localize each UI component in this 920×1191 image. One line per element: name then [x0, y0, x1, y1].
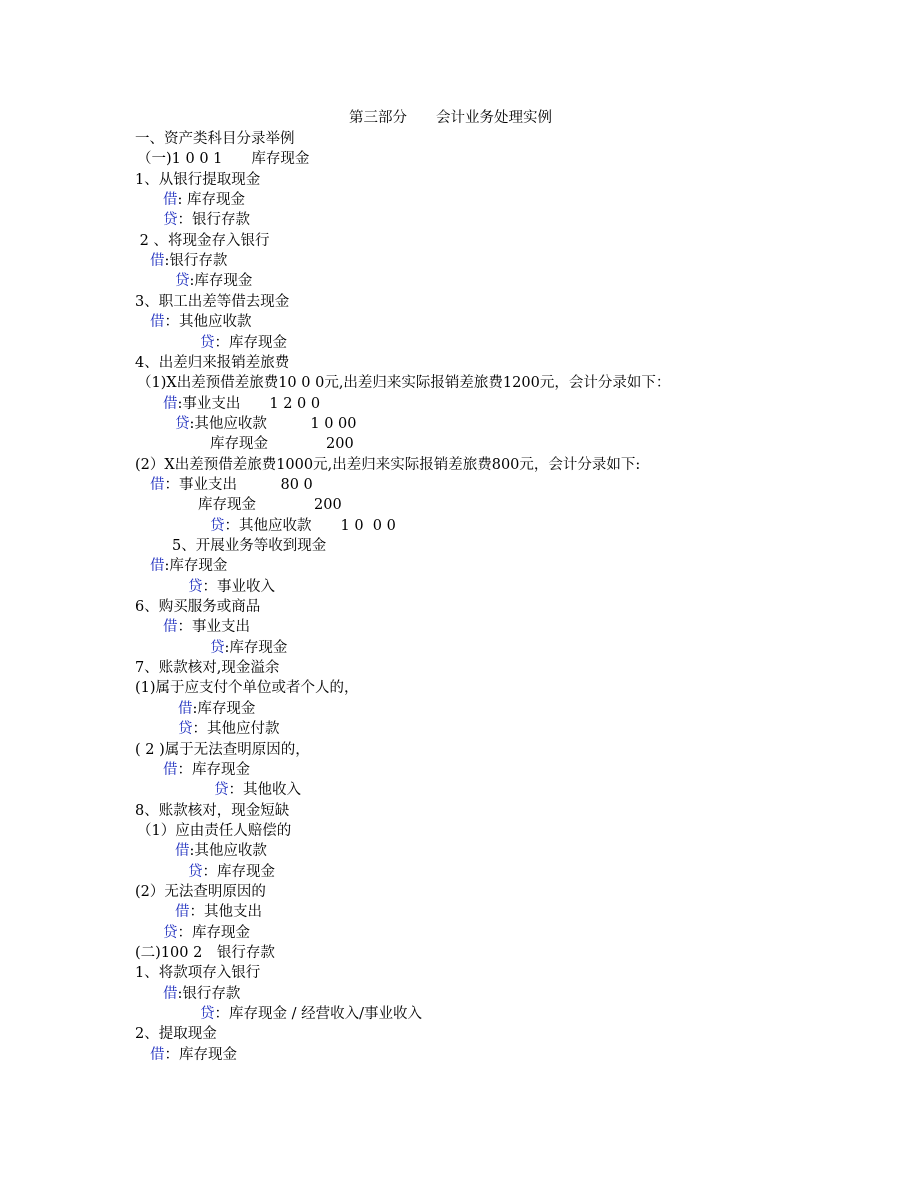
text-line	[200, 1004, 422, 1024]
line-text: :库存现金	[224, 639, 288, 656]
text-line	[135, 882, 266, 902]
line-text: ：库存现金	[202, 863, 275, 880]
page-title: 第三部分 会计业务处理实例	[349, 110, 552, 126]
line-text: ：其他应收款	[164, 314, 252, 331]
debit-label: 借	[150, 253, 165, 270]
text-line	[135, 678, 359, 698]
line-text: ：事业收入	[202, 578, 275, 595]
line-text: 1、从银行提取现金	[135, 171, 261, 188]
line-text: （1）应由责任人赔偿的	[137, 822, 292, 839]
text-line	[210, 638, 287, 658]
credit-label: 贷	[188, 863, 203, 880]
line-text: :银行存款	[164, 253, 228, 270]
credit-label: 贷	[214, 782, 229, 799]
line-text: ：其他应付款	[192, 721, 280, 738]
text-line	[175, 902, 262, 922]
text-line	[163, 190, 245, 210]
text-line	[135, 129, 295, 149]
line-text: 8、账款核对，现金短缺	[135, 802, 290, 819]
text-line	[150, 475, 313, 495]
credit-label: 贷	[175, 415, 190, 432]
line-text: ( 2 )属于无法查明原因的，	[135, 741, 310, 758]
debit-label: 借	[150, 314, 165, 331]
text-line	[135, 597, 260, 617]
text-line	[135, 353, 289, 373]
text-line	[135, 455, 640, 475]
text-line	[163, 984, 240, 1004]
line-text: (2）无法查明原因的	[135, 883, 266, 900]
text-line	[150, 251, 227, 271]
line-text: （一)1 0 0 1 库存现金	[137, 151, 310, 168]
line-text: ：其他应收款 1 0 0 0	[224, 517, 396, 534]
line-text: 7、账款核对,现金溢余	[135, 660, 280, 677]
text-line	[200, 333, 287, 353]
text-line	[135, 292, 289, 312]
text-line	[135, 658, 279, 678]
text-line	[150, 1045, 237, 1065]
credit-label: 贷	[163, 212, 178, 229]
text-line	[135, 1024, 217, 1044]
line-text: ：库存现金	[214, 334, 287, 351]
line-text: 3、职工出差等借去现金	[135, 293, 290, 310]
line-text: :库存现金	[192, 700, 256, 717]
line-text: :其他应收款 1 0 00	[189, 415, 357, 432]
line-text: :库存现金	[189, 273, 253, 290]
credit-label: 贷	[178, 721, 193, 738]
text-line	[175, 414, 357, 434]
text-line	[188, 577, 275, 597]
line-text: ：库存现金	[177, 924, 250, 941]
line-text: 6、购买服务或商品	[135, 599, 261, 616]
line-text: 一、资产类科目分录举例	[135, 131, 295, 147]
credit-label: 贷	[188, 578, 203, 595]
credit-label: 贷	[175, 273, 190, 290]
text-line	[150, 312, 252, 332]
debit-label: 借	[175, 904, 190, 921]
credit-label: 贷	[200, 1006, 215, 1023]
text-line	[163, 394, 320, 414]
line-text: (二)100 2 银行存款	[135, 945, 275, 961]
line-text: : 库存现金	[177, 192, 245, 209]
debit-label: 借	[178, 700, 193, 717]
line-text: ：银行存款	[177, 212, 250, 229]
text-line	[175, 271, 252, 291]
text-line	[178, 699, 255, 719]
debit-label: 借	[150, 1046, 165, 1063]
line-text: :其他应收款	[189, 843, 267, 860]
credit-label: 贷	[210, 517, 225, 534]
text-line	[163, 210, 250, 230]
line-text: 4、出差归来报销差旅费	[135, 354, 290, 371]
text-line	[135, 943, 275, 963]
line-text: :事业支出 1 2 0 0	[177, 395, 321, 412]
line-text: 5、开展业务等收到现金	[172, 538, 327, 554]
line-text: ：其他收入	[228, 782, 301, 799]
debit-label: 借	[175, 843, 190, 860]
line-text: :库存现金	[164, 558, 228, 575]
text-line	[163, 923, 250, 943]
line-text: 2、提取现金	[135, 1026, 217, 1043]
credit-label: 贷	[210, 639, 225, 656]
text-line	[178, 719, 280, 739]
line-text: ：事业支出 80 0	[164, 476, 313, 493]
text-line	[210, 516, 396, 536]
text-line	[175, 841, 267, 861]
text-line	[137, 373, 670, 393]
line-text: ：其他支出	[189, 904, 262, 921]
line-text: ：库存现金 / 经营收入/事业收入	[214, 1006, 422, 1023]
line-text: ：事业支出	[177, 619, 250, 636]
line-text: 库存现金 200	[198, 497, 342, 514]
line-text: 2 、将现金存入银行	[135, 232, 270, 249]
text-line	[198, 495, 342, 515]
text-line	[163, 760, 250, 780]
line-text: :银行存款	[177, 985, 241, 1002]
line-text: 1、将款项存入银行	[135, 965, 261, 982]
debit-label: 借	[150, 558, 165, 575]
text-line	[188, 862, 275, 882]
text-line	[137, 821, 291, 841]
text-line	[135, 170, 260, 190]
line-text: 库存现金 200	[210, 436, 354, 453]
line-text: (1)属于应支付个单位或者个人的，	[135, 680, 359, 697]
line-text: ：库存现金	[164, 1046, 237, 1063]
credit-label: 贷	[200, 334, 215, 351]
debit-label: 借	[163, 395, 178, 412]
text-line	[135, 231, 269, 251]
text-line	[163, 617, 250, 637]
text-line	[137, 149, 309, 169]
line-text: (2）X出差预借差旅费1000元,出差归来实际报销差旅费800元，会计分录如下:	[135, 456, 641, 473]
debit-label: 借	[150, 476, 165, 493]
debit-label: 借	[163, 619, 178, 636]
text-line	[135, 963, 260, 983]
text-line	[135, 801, 289, 821]
text-line	[210, 434, 354, 454]
line-text: （1)X出差预借差旅费10 0 0元,出差归来实际报销差旅费1200元，会计分录如下：	[137, 375, 671, 392]
text-line	[172, 536, 326, 556]
credit-label: 贷	[163, 924, 178, 941]
debit-label: 借	[163, 761, 178, 778]
line-text: ：库存现金	[177, 761, 250, 778]
debit-label: 借	[163, 192, 178, 209]
text-line	[150, 556, 227, 576]
debit-label: 借	[163, 985, 178, 1002]
text-line	[135, 740, 310, 760]
text-line	[214, 780, 301, 800]
